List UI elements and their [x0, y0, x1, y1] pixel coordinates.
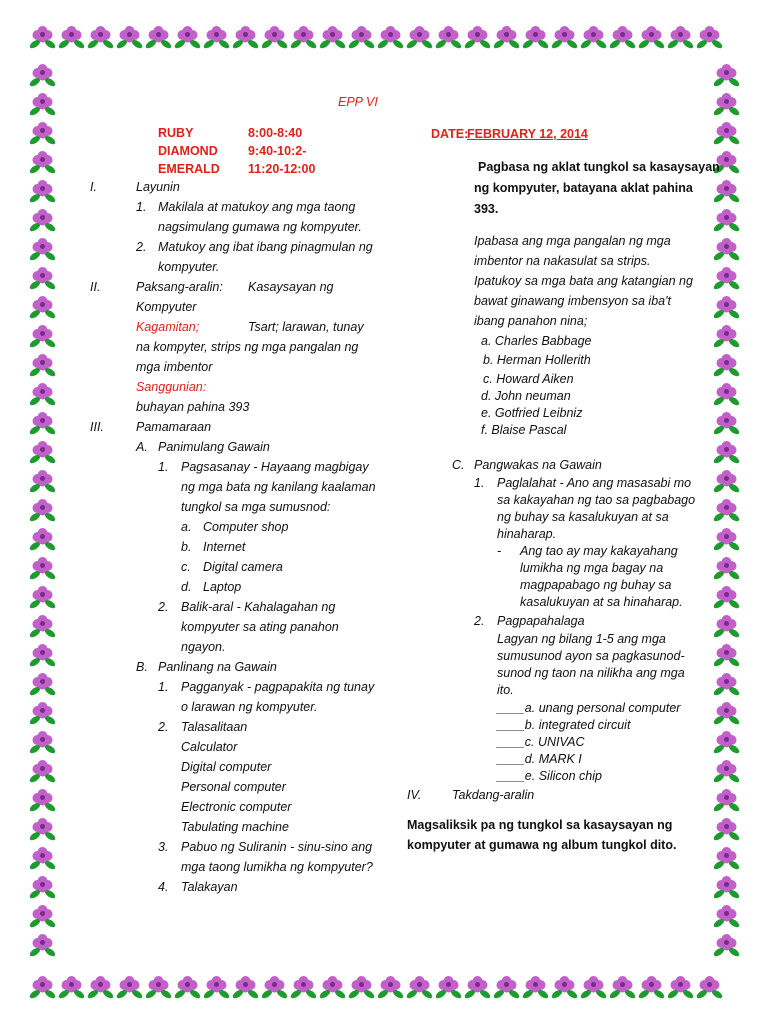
c2-line: ito. [497, 683, 514, 697]
flower-icon [28, 727, 57, 756]
list-item: Digital camera [203, 560, 283, 574]
flower-icon [492, 22, 521, 51]
flower-icon [260, 22, 289, 51]
flower-icon [666, 22, 695, 51]
flower-icon [712, 234, 741, 263]
flower-icon [608, 972, 637, 1001]
flower-icon [712, 408, 741, 437]
flower-icon [28, 872, 57, 901]
flower-icon [144, 22, 173, 51]
time-emerald: 11:20-12:00 [248, 162, 316, 176]
flower-icon [712, 785, 741, 814]
flower-icon [28, 698, 57, 727]
flower-icon [608, 22, 637, 51]
flower-icon [28, 785, 57, 814]
roman-ii: II. [90, 280, 101, 294]
c1-answer-line: lumikha ng mga bagay na [520, 561, 664, 575]
b3-num: 3. [158, 840, 169, 854]
flower-icon [550, 22, 579, 51]
c1-num: 1. [474, 476, 485, 490]
flower-icon [712, 669, 741, 698]
inventor-item: a. Charles Babbage [481, 334, 592, 348]
inventor-item: f. Blaise Pascal [481, 423, 567, 437]
c1-line: ng buhay sa kasalukuyan at sa [497, 510, 669, 524]
takdang-aralin-heading: Takdang-aralin [452, 788, 535, 802]
reading-line1: Pagbasa ng aklat tungkol sa kasaysayan [478, 160, 720, 174]
section-b-letter: B. [136, 660, 148, 674]
flower-icon [434, 972, 463, 1001]
flower-icon [712, 89, 741, 118]
flower-icon [712, 466, 741, 495]
flower-icon [521, 972, 550, 1001]
flower-icon [463, 972, 492, 1001]
flower-icon [28, 640, 57, 669]
flower-icon [28, 466, 57, 495]
flower-icon [637, 972, 666, 1001]
flower-icon [712, 901, 741, 930]
section-c-title: Pangwakas na Gawain [474, 458, 602, 472]
flower-icon [173, 972, 202, 1001]
section-ruby: RUBY [158, 126, 194, 140]
flower-icon [202, 22, 231, 51]
instruction-line: bawat ginawang imbensyon sa iba't [474, 294, 671, 308]
kagamitan-line3: mga imbentor [136, 360, 213, 374]
obj1-line2: nagsimulang gumawa ng kompyuter. [158, 220, 362, 234]
flower-icon [712, 495, 741, 524]
flower-icon [57, 22, 86, 51]
flower-icon [144, 972, 173, 1001]
c1-line: Paglalahat - Ano ang masasabi mo [497, 476, 692, 490]
flower-icon [28, 89, 57, 118]
flower-icon [712, 640, 741, 669]
flower-icon [712, 611, 741, 640]
flower-icon [28, 901, 57, 930]
vocab-word: Calculator [181, 740, 238, 754]
reading-line2: ng kompyuter, batayana aklat pahina [474, 181, 693, 195]
b1-line2: o larawan ng kompyuter. [181, 700, 318, 714]
flower-border-left [28, 60, 57, 959]
section-c-letter: C. [452, 458, 465, 472]
vocab-word: Digital computer [181, 760, 272, 774]
ranking-item: ____a. unang personal computer [497, 701, 681, 715]
flower-icon [579, 22, 608, 51]
flower-icon [695, 972, 724, 1001]
flower-icon [115, 972, 144, 1001]
flower-border-top [28, 22, 724, 51]
flower-icon [28, 669, 57, 698]
flower-icon [712, 727, 741, 756]
ranking-item: ____e. Silicon chip [497, 769, 602, 783]
assignment-line1: Magsaliksik pa ng tungkol sa kasaysayan ng [407, 818, 673, 832]
flower-icon [115, 22, 144, 51]
flower-icon [86, 22, 115, 51]
flower-icon [28, 582, 57, 611]
flower-icon [173, 22, 202, 51]
sanggunian-label: Sanggunian: [136, 380, 207, 394]
b4-num: 4. [158, 880, 169, 894]
flower-icon [28, 524, 57, 553]
c1-answer-line: kasalukuyan at sa hinaharap. [520, 595, 683, 609]
flower-icon [28, 321, 57, 350]
section-diamond: DIAMOND [158, 144, 218, 158]
flower-icon [260, 972, 289, 1001]
section-a-title: Panimulang Gawain [158, 440, 270, 454]
flower-icon [712, 553, 741, 582]
kagamitan-line2: na kompyter, strips ng mga pangalan ng [136, 340, 359, 354]
time-ruby: 8:00-8:40 [248, 126, 303, 140]
a1-num: 1. [158, 460, 169, 474]
roman-iv: IV. [407, 788, 422, 802]
flower-icon [712, 60, 741, 89]
vocab-word: Tabulating machine [181, 820, 289, 834]
flower-icon [202, 972, 231, 1001]
flower-icon [492, 972, 521, 1001]
instruction-line: Ipatukoy sa mga bata ang katangian ng [474, 274, 693, 288]
list-item: Computer shop [203, 520, 289, 534]
assignment-line2: kompyuter at gumawa ng album tungkol dito. [407, 838, 677, 852]
flower-icon [28, 756, 57, 785]
list-item: Internet [203, 540, 246, 554]
flower-icon [28, 972, 57, 1001]
flower-icon [521, 22, 550, 51]
flower-icon [463, 22, 492, 51]
flower-icon [579, 972, 608, 1001]
c1-line: hinaharap. [497, 527, 557, 541]
b2-num: 2. [158, 720, 169, 734]
flower-icon [712, 872, 741, 901]
c1-answer-line: magpapabago ng buhay sa [520, 578, 672, 592]
list-item: Laptop [203, 580, 242, 594]
flower-icon [28, 147, 57, 176]
instruction-line: imbentor na nakasulat sa strips. [474, 254, 651, 268]
c2-title: Pagpapahalaga [497, 614, 585, 628]
sanggunian-value: buhayan pahina 393 [136, 400, 250, 414]
flower-icon [405, 22, 434, 51]
flower-icon [637, 22, 666, 51]
b1-line1: Pagganyak - pagpapakita ng tunay [181, 680, 375, 694]
a2-line3: ngayon. [181, 640, 226, 654]
flower-icon [289, 972, 318, 1001]
section-b-title: Panlinang na Gawain [158, 660, 277, 674]
flower-border-right [712, 60, 741, 959]
a2-line2: kompyuter sa ating panahon [181, 620, 339, 634]
inventor-item: c. Howard Aiken [483, 372, 574, 386]
flower-icon [347, 972, 376, 1001]
flower-icon [712, 437, 741, 466]
layunin-heading: Layunin [136, 180, 180, 194]
flower-icon [712, 176, 741, 205]
c2-line: sumusunod ayon sa pagkasunod- [497, 649, 685, 663]
flower-icon [712, 524, 741, 553]
instruction-line: Ipabasa ang mga pangalan ng mga [474, 234, 671, 248]
flower-icon [28, 118, 57, 147]
flower-icon [28, 379, 57, 408]
date-label: DATE: [431, 127, 469, 141]
c1-line: sa kakayahan ng tao sa pagbabago [497, 493, 696, 507]
flower-icon [28, 611, 57, 640]
subject-title: EPP VI [338, 95, 378, 109]
list-item-key: a. [181, 520, 192, 534]
date-value: FEBRUARY 12, 2014 [467, 127, 588, 141]
kagamitan-line1: Tsart; larawan, tunay [248, 320, 364, 334]
flower-icon [28, 437, 57, 466]
section-a-letter: A. [136, 440, 148, 454]
pamamaraan-heading: Pamamaraan [136, 420, 212, 434]
paksang-aralin-value: Kasaysayan ng [248, 280, 334, 294]
flower-icon [28, 176, 57, 205]
flower-icon [695, 22, 724, 51]
flower-icon [318, 972, 347, 1001]
flower-icon [434, 22, 463, 51]
vocab-word: Electronic computer [181, 800, 292, 814]
roman-i: I. [90, 180, 97, 194]
obj2-line2: kompyuter. [158, 260, 220, 274]
c2-line: sunod ng taon na nilikha ang mga [497, 666, 685, 680]
flower-border-bottom [28, 972, 724, 1001]
time-diamond: 9:40-10:2- [248, 144, 307, 158]
flower-icon [28, 205, 57, 234]
b4-title: Talakayan [181, 880, 238, 894]
b2-title: Talasalitaan [181, 720, 248, 734]
flower-icon [712, 292, 741, 321]
kagamitan-label: Kagamitan; [136, 320, 200, 334]
flower-icon [231, 972, 260, 1001]
list-item-key: c. [181, 560, 191, 574]
flower-icon [28, 292, 57, 321]
a1-line1: Pagsasanay - Hayaang magbigay [181, 460, 369, 474]
flower-icon [712, 118, 741, 147]
obj1-line1: Makilala at matukoy ang mga taong [158, 200, 356, 214]
flower-icon [28, 843, 57, 872]
obj2-num: 2. [136, 240, 147, 254]
c1-dash: - [497, 544, 502, 558]
flower-icon [28, 60, 57, 89]
vocab-word: Personal computer [181, 780, 286, 794]
a1-line3: tungkol sa mga sumusnod: [181, 500, 331, 514]
inventor-item: d. John neuman [481, 389, 571, 403]
flower-icon [28, 495, 57, 524]
paksang-aralin-value-cont: Kompyuter [136, 300, 197, 314]
flower-icon [289, 22, 318, 51]
instruction-line: ibang panahon nina; [474, 314, 588, 328]
c1-answer-line: Ang tao ay may kakayahang [520, 544, 678, 558]
flower-icon [712, 205, 741, 234]
section-emerald: EMERALD [158, 162, 220, 176]
flower-icon [712, 350, 741, 379]
list-item-key: d. [181, 580, 192, 594]
flower-icon [28, 350, 57, 379]
flower-icon [28, 263, 57, 292]
flower-icon [712, 263, 741, 292]
flower-icon [712, 698, 741, 727]
flower-icon [550, 972, 579, 1001]
flower-icon [712, 582, 741, 611]
flower-icon [712, 379, 741, 408]
flower-icon [28, 234, 57, 263]
a2-line1: Balik-aral - Kahalagahan ng [181, 600, 336, 614]
ranking-item: ____c. UNIVAC [497, 735, 585, 749]
b3-line1: Pabuo ng Suliranin - sinu-sino ang [181, 840, 373, 854]
flower-icon [28, 22, 57, 51]
flower-icon [28, 814, 57, 843]
flower-icon [405, 972, 434, 1001]
ranking-item: ____b. integrated circuit [497, 718, 631, 732]
flower-icon [666, 972, 695, 1001]
flower-icon [57, 972, 86, 1001]
flower-icon [347, 22, 376, 51]
flower-icon [231, 22, 260, 51]
ranking-item: ____d. MARK I [497, 752, 582, 766]
flower-icon [86, 972, 115, 1001]
c2-num: 2. [474, 614, 485, 628]
flower-icon [376, 972, 405, 1001]
inventor-item: b. Herman Hollerith [483, 353, 591, 367]
flower-icon [712, 930, 741, 959]
flower-icon [712, 321, 741, 350]
flower-icon [376, 22, 405, 51]
list-item-key: b. [181, 540, 192, 554]
obj2-line1: Matukoy ang ibat ibang pinagmulan ng [158, 240, 373, 254]
paksang-aralin-label: Paksang-aralin: [136, 280, 223, 294]
a2-num: 2. [158, 600, 169, 614]
b3-line2: mga taong lumikha ng kompyuter? [181, 860, 373, 874]
flower-icon [712, 843, 741, 872]
flower-icon [712, 814, 741, 843]
flower-icon [28, 930, 57, 959]
a1-line2: ng mga bata ng kanilang kaalaman [181, 480, 376, 494]
obj1-num: 1. [136, 200, 147, 214]
flower-icon [712, 756, 741, 785]
flower-icon [28, 408, 57, 437]
roman-iii: III. [90, 420, 104, 434]
flower-icon [28, 553, 57, 582]
c2-line: Lagyan ng bilang 1-5 ang mga [497, 632, 666, 646]
inventor-item: e. Gotfried Leibniz [481, 406, 583, 420]
b1-num: 1. [158, 680, 169, 694]
reading-line3: 393. [474, 202, 499, 216]
flower-icon [318, 22, 347, 51]
